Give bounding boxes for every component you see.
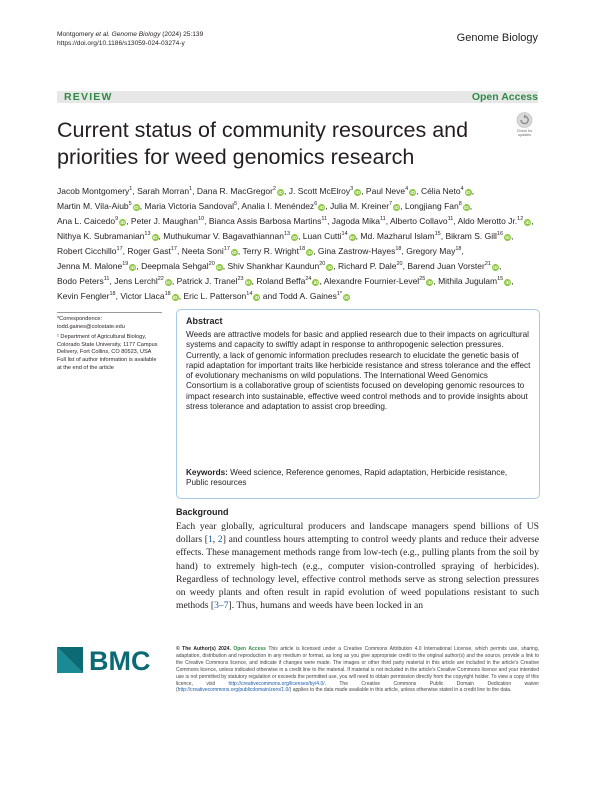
- reference-link[interactable]: 3–7: [214, 600, 229, 612]
- affiliation-superscript: 21: [484, 261, 491, 268]
- author-name[interactable]: Patrick J. Tranel$^{23}$iD: [176, 276, 251, 287]
- affiliation-superscript: 1: [129, 186, 133, 192]
- orcid-icon[interactable]: iD: [120, 219, 125, 225]
- author-name[interactable]: Alexandre Fournier-Level$^{25}$iD: [323, 276, 433, 287]
- author-name[interactable]: Neeta Soni$^{17}$iD: [181, 245, 237, 256]
- author-name[interactable]: Alberto Collavo$^{11}$: [389, 215, 454, 226]
- para-text: Each year globally, agricultural producers and landscape managers spend billions of US dollars [: [176, 521, 539, 546]
- affiliation-superscript: 11: [380, 216, 386, 223]
- affiliation-superscript: 10: [198, 216, 205, 223]
- keywords-label: Keywords:: [186, 468, 228, 477]
- author-name[interactable]: Jens Lerchl$^{22}$iD: [114, 276, 171, 287]
- correspondence-email[interactable]: todd.gaines@colostate.edu: [57, 323, 125, 330]
- author-name[interactable]: and Todd A. Gaines$^{1*}$iD: [262, 291, 349, 302]
- author-name[interactable]: Célia Neto$^4$iD: [420, 185, 471, 196]
- author-name[interactable]: Bikram S. Gill$^{16}$iD: [445, 230, 510, 241]
- affiliation-superscript: 20: [319, 261, 326, 268]
- orcid-icon[interactable]: iD: [505, 280, 511, 286]
- affiliation-superscript: 14: [341, 231, 348, 238]
- copyright: © The Author(s) 2024.: [176, 646, 231, 652]
- license-body: ) applies to the data made available in this article, unless otherwise stated in a credit line to the data.: [289, 687, 512, 694]
- orcid-icon[interactable]: iD: [152, 234, 158, 240]
- affiliation-superscript: 18: [109, 291, 116, 298]
- orcid-icon[interactable]: iD: [465, 189, 471, 195]
- orcid-icon[interactable]: iD: [525, 219, 531, 225]
- affiliation-superscript: 17: [170, 246, 177, 253]
- author-name[interactable]: Bianca Assis Barbosa Martins$^{11}$: [208, 215, 328, 226]
- affiliation-superscript: 20: [208, 261, 215, 268]
- author-name[interactable]: Deepmala Sehgal$^{20}$iD: [141, 260, 222, 271]
- keywords-list: Weed science, Reference genomes, Rapid adaptation, Herbicide resistance, Public resources: [186, 468, 508, 488]
- license-link[interactable]: http://creativecommons.org/publicdomain/zero/1.0/: [177, 687, 290, 694]
- author-list: Jacob Montgomery$^1$, Sarah Morran$^1$, Dana R. MacGregor$^2$iD, J. Scott McElroy$^3$iD, Paul Neve$^4$iD, Célia Neto$^4$iD, Martin M. Vila-Aiub$^5$iD, Maria Victoria Sandoval$^5$, Analia I. Menéndez$^6$iD, Julia M. Kreiner$^7$iD, Longjiang Fan$^8$iD, Ana L. Caicedo$^9$iD, Peter J. Maughan$^{10}$, Bianca Assis Barbosa Martins$^{11}$, Jagoda Mika$^{11}$, Alberto Collavo$^{11}$, Aldo Merotto Jr.$^{12}$iD, Nithya K. Subramanian$^{13}$iD, Muthukumar V. Bagavathiannan$^{13}$iD, Luan Cutti$^{14}$iD, Md. Mazharul Islam$^{15}$, Bikram S. Gill$^{16}$iD, Robert Cicchillo$^{17}$, Roger Gast$^{17}$, Neeta Soni$^{17}$iD, Terry R. Wright$^{18}$iD, Gina Zastrow-Hayes$^{18}$, Gregory May$^{18}$, Jenna M. Malone$^{19}$iD, Deepmala Sehgal$^{20}$iD, Shiv Shankhar Kaundun$^{20}$iD, Richard P. Dale$^{20}$, Barend Juan Vorster$^{21}$iD, Bodo Peters$^{11}$, Jens Lerchl$^{22}$iD, Patrick J. Tranel$^{23}$iD, Roland Beffa$^{24}$iD, Alexandre Fournier-Level$^{25}$iD, Mithila Jugulam$^{15}$iD, Kevin Fengler$^{18}$, Victor Llaca$^{18}$iD, Eric L. Patterson$^{14}$iD and Todd A. Gaines$^{1*}$iD: [57, 185, 534, 302]
- author-name[interactable]: Kevin Fengler$^{18}$: [57, 291, 116, 302]
- sidebar-rule: [57, 312, 162, 313]
- affiliation-superscript: 6: [314, 201, 318, 208]
- orcid-icon[interactable]: iD: [166, 280, 171, 286]
- orcid-icon[interactable]: iD: [505, 234, 510, 240]
- check-updates-line2: updates: [518, 133, 531, 137]
- reference-link[interactable]: 1: [208, 534, 213, 546]
- citation-authors: Montgomery: [57, 31, 96, 38]
- author-name[interactable]: Bodo Peters$^{11}$: [57, 276, 110, 287]
- author-name[interactable]: Richard P. Dale$^{20}$: [338, 260, 403, 271]
- author-name[interactable]: Jagoda Mika$^{11}$: [331, 215, 386, 226]
- author-name[interactable]: Dana R. MacGregor$^2$iD: [196, 185, 283, 196]
- author-name[interactable]: Roger Gast$^{17}$: [127, 245, 177, 256]
- abstract-text: Weeds are attractive models for basic and applied research due to their impacts on agricultural systems and capacity to swiftly adapt in response to anthropogenic selection pressures. Currently, a lack of genomic information precludes research to elucidate the genetic basis of rapid adaptation for important traits like herbicide resistance and stress tolerance and the effect of evolutionary mechanisms on wild populations. The International Weed Genomics Consortium is a collaborative group of scientists focused on developing genomic resources to impact research into sustainable, effective weed control methods and to provide insights about stress tolerance and adaptation to assist crop breeding.: [186, 330, 531, 412]
- para-text: ] and countless hours attempting to control weedy plants and reduce their adverse effects. These management methods range from low-tech (e.g., pulling plants from the soil by hand) to extremely high-tech (e.g., computer vision-controlled spraying of herbicides). Regardless of technology level, effective control methods serve as strong selection pressures on weedy plants and often result in rapid evolution of weed populations resistant to such methods [: [176, 534, 539, 612]
- affiliation-superscript: 16: [496, 231, 504, 238]
- bmc-logo-text: BMC: [89, 647, 151, 673]
- orcid-icon[interactable]: iD: [278, 189, 283, 195]
- affiliation-superscript: 11: [321, 216, 328, 223]
- affiliation-superscript: 22: [157, 276, 164, 283]
- author-name[interactable]: Julia M. Kreiner$^7$iD: [329, 200, 399, 211]
- check-for-updates-icon[interactable]: [511, 111, 538, 138]
- author-name[interactable]: Luan Cutti$^{14}$iD: [302, 230, 355, 241]
- license-body: . The Creative Commons Public Domain Dedication waiver (: [176, 680, 539, 694]
- citation-volume: (2024) 25:139: [160, 31, 204, 38]
- orcid-icon[interactable]: iD: [133, 204, 139, 210]
- author-name[interactable]: Md. Mazharul Islam$^{15}$: [360, 230, 441, 241]
- author-name[interactable]: Maria Victoria Sandoval$^5$: [144, 200, 238, 211]
- orcid-icon[interactable]: iD: [216, 264, 222, 270]
- affiliation-superscript: 19: [122, 261, 129, 268]
- article-type-band: [57, 91, 538, 103]
- author-name[interactable]: Gina Zastrow-Hayes$^{18}$: [317, 245, 402, 256]
- orcid-icon[interactable]: iD: [493, 264, 498, 270]
- affiliation-superscript: 15: [497, 276, 504, 283]
- affiliation-superscript: 7: [389, 201, 393, 208]
- author-name[interactable]: Mithila Jugulam$^{15}$iD: [438, 276, 511, 287]
- affiliation-superscript: 4: [460, 186, 464, 192]
- affiliation-superscript: 8: [458, 201, 462, 208]
- para-text: ,: [212, 534, 218, 546]
- orcid-icon[interactable]: iD: [427, 280, 433, 286]
- license-text: [176, 646, 539, 694]
- author-name[interactable]: Muthukumar V. Bagavathiannan$^{13}$iD: [163, 230, 297, 241]
- author-name[interactable]: Jacob Montgomery$^1$: [57, 185, 133, 196]
- orcid-icon[interactable]: iD: [349, 234, 355, 240]
- author-name[interactable]: Victor Llaca$^{18}$iD: [120, 291, 178, 302]
- reference-link[interactable]: 2: [217, 534, 223, 546]
- affiliation-superscript: 9: [115, 216, 119, 223]
- affiliation-superscript: 12: [517, 216, 524, 223]
- orcid-icon[interactable]: iD: [130, 264, 136, 270]
- affiliation-superscript: 18: [455, 246, 462, 253]
- author-name[interactable]: Martin M. Vila-Aiub$^5$iD: [57, 200, 139, 211]
- author-name[interactable]: Ana L. Caicedo$^9$iD: [57, 215, 125, 226]
- sidebar-notes: [57, 309, 162, 372]
- orcid-icon[interactable]: iD: [327, 264, 333, 270]
- affiliation-superscript: 17: [223, 246, 230, 253]
- article-type: REVIEW: [64, 91, 113, 103]
- author-name[interactable]: Jenna M. Malone$^{19}$iD: [57, 260, 136, 271]
- author-name[interactable]: Nithya K. Subramanian$^{13}$iD: [57, 230, 158, 241]
- orcid-icon[interactable]: iD: [172, 295, 178, 301]
- keywords: [186, 468, 531, 489]
- author-name[interactable]: Roland Beffa$^{24}$iD: [256, 276, 319, 287]
- author-name[interactable]: Longjiang Fan$^8$iD: [404, 200, 469, 211]
- abstract-heading: Abstract: [186, 316, 223, 326]
- background-paragraph: [176, 520, 539, 612]
- orcid-icon[interactable]: iD: [232, 249, 237, 255]
- orcid-icon[interactable]: iD: [313, 280, 319, 286]
- open-access-label: Open Access: [471, 91, 538, 103]
- affiliation-superscript: 24: [305, 276, 312, 283]
- author-name[interactable]: Terry R. Wright$^{18}$iD: [242, 245, 312, 256]
- affiliation-superscript: 2: [272, 186, 276, 192]
- affiliation-superscript: 13: [283, 231, 291, 238]
- affiliation-superscript: 4: [405, 186, 409, 192]
- affiliation-superscript: 5: [128, 201, 132, 208]
- para-text: ]. Thus, humans and weeds have been locked in an: [228, 600, 424, 612]
- orcid-icon[interactable]: iD: [307, 249, 312, 255]
- author-info-note: Full list of author information is available at the end of the article: [57, 356, 157, 371]
- author-name[interactable]: Gregory May$^{18}$: [406, 245, 462, 256]
- affiliation-superscript: 15: [434, 231, 441, 238]
- author-name[interactable]: Peter J. Maughan$^{10}$: [130, 215, 205, 226]
- license-body: This article is licensed under a Creative Commons Attribution 4.0 International License, which permits use, sharing, adaptation, distribution and reproduction in any medium or format, as long as you give appropriate credit to the original author(s) and the source, provide a link to the Creative Commons licence, and indicate if changes were made. The images or other third party material in this article are included in the article's Creative Commons licence, unless indicated otherwise in a credit line to the material. If material is not included in the article's Creative Commons licence and your intended use is not permitted by statutory regulation or exceeds the permitted use, you will need to obtain permission directly from the copyright holder. To view a copy of this licence, visit: [176, 646, 539, 687]
- affiliation-superscript: 11: [447, 216, 454, 223]
- affiliation-superscript: 5: [234, 201, 238, 208]
- orcid-icon[interactable]: iD: [410, 189, 415, 195]
- affiliation-superscript: 14: [246, 291, 253, 298]
- citation-journal: et al. Genome Biology: [95, 31, 161, 38]
- affiliation-superscript: 20: [396, 261, 403, 268]
- affiliation-superscript: 3: [350, 186, 354, 192]
- orcid-icon[interactable]: iD: [254, 295, 260, 301]
- author-name[interactable]: Robert Cicchillo$^{17}$: [57, 245, 123, 256]
- author-name[interactable]: Analia I. Menéndez$^6$iD: [241, 200, 325, 211]
- author-name[interactable]: Eric L. Patterson$^{14}$iD: [183, 291, 260, 302]
- author-name[interactable]: Aldo Merotto Jr.$^{12}$iD: [457, 215, 531, 226]
- affiliation-superscript: 18: [395, 246, 402, 253]
- bmc-logo: [57, 647, 167, 673]
- author-name[interactable]: Shiv Shankhar Kaundun$^{20}$iD: [227, 260, 333, 271]
- orcid-icon[interactable]: iD: [344, 295, 349, 301]
- journal-name: Genome Biology: [456, 32, 538, 44]
- affiliation-superscript: 17: [116, 246, 123, 253]
- license-link[interactable]: http://creativecommons.org/licenses/by/4.0/: [228, 680, 325, 687]
- affiliation-superscript: 23: [237, 276, 244, 283]
- author-name[interactable]: Sarah Morran$^1$: [137, 185, 193, 196]
- check-updates-line1: Check for: [516, 129, 533, 133]
- orcid-icon[interactable]: iD: [464, 204, 469, 210]
- affiliation-superscript: 11: [103, 276, 110, 283]
- license-open-access: Open Access: [233, 646, 266, 652]
- orcid-icon[interactable]: iD: [394, 204, 399, 210]
- background-heading: Background: [176, 507, 229, 517]
- orcid-icon[interactable]: iD: [355, 189, 360, 195]
- orcid-icon[interactable]: iD: [292, 234, 297, 240]
- affiliation-note: ¹ Department of Agricultural Biology, Colorado State University, 1177 Campus Delivery, Fort Collins, CO 80523, USA: [57, 334, 158, 356]
- affiliation-superscript: 1*: [336, 291, 343, 298]
- author-name[interactable]: Barend Juan Vorster$^{21}$iD: [407, 260, 498, 271]
- article-title: Current status of community resources and priorities for weed genomics research: [57, 118, 469, 169]
- orcid-icon[interactable]: iD: [319, 204, 325, 210]
- orcid-icon[interactable]: iD: [245, 280, 251, 286]
- doi-link[interactable]: https://doi.org/10.1186/s13059-024-03274-y: [57, 40, 185, 47]
- affiliation-superscript: 13: [144, 231, 151, 238]
- affiliation-superscript: 18: [164, 291, 171, 298]
- author-name[interactable]: Paul Neve$^4$iD: [365, 185, 415, 196]
- affiliation-superscript: 1: [189, 186, 193, 192]
- running-header: [57, 30, 203, 48]
- affiliation-superscript: 18: [299, 246, 306, 253]
- author-name[interactable]: J. Scott McElroy$^3$iD: [288, 185, 360, 196]
- correspondence-label: *Correspondence:: [57, 316, 103, 322]
- affiliation-superscript: 25: [419, 276, 426, 283]
